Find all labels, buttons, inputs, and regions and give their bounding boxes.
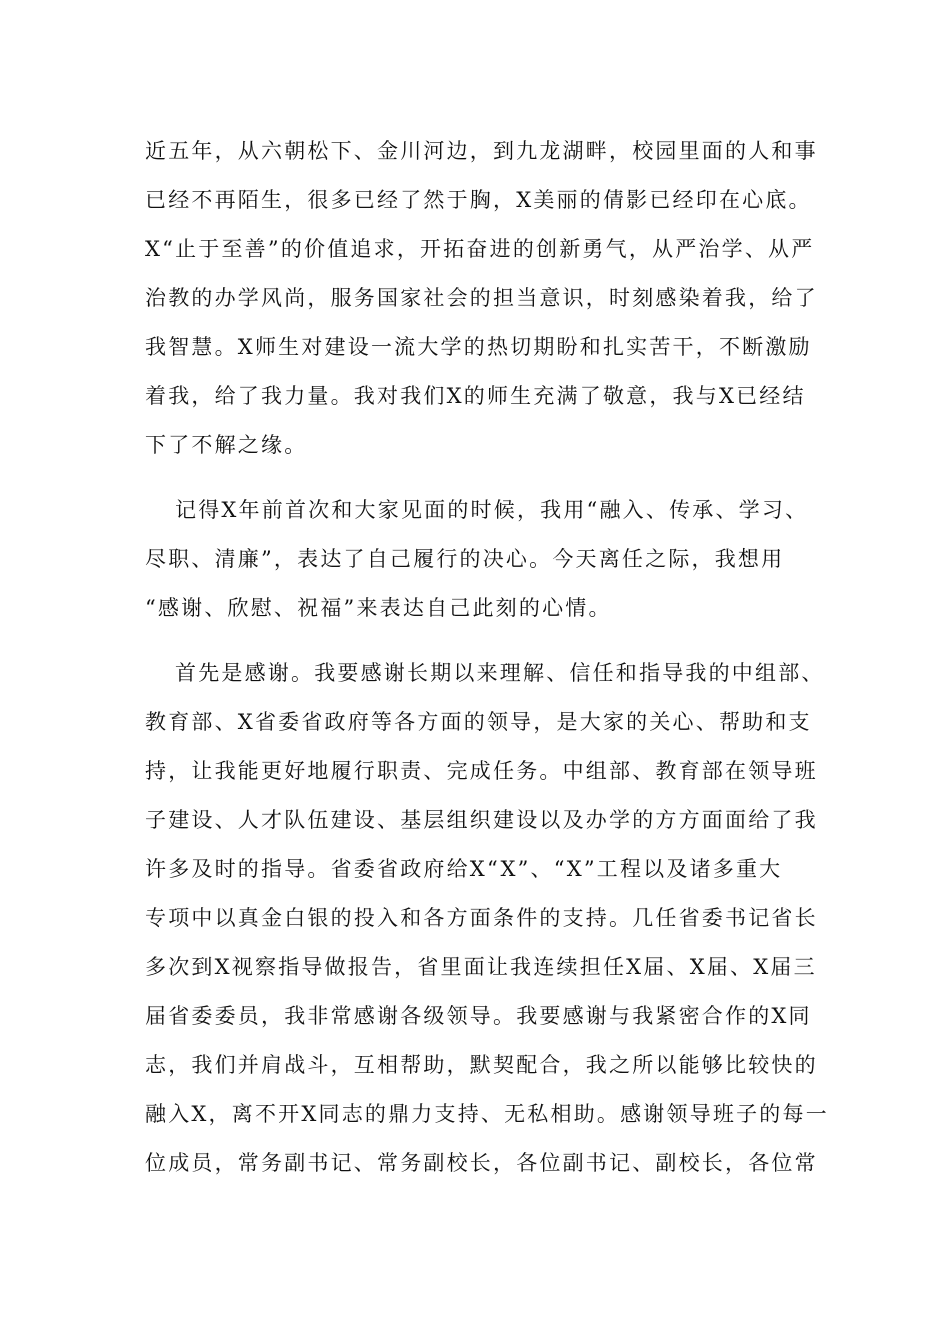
paragraph-line: 许多及时的指导。省委省政府给X“X”、“X”工程以及诸多重大: [145, 857, 783, 881]
paragraph-line: 志，我们并肩战斗，互相帮助，默契配合，我之所以能够比较快的: [145, 1053, 818, 1077]
paragraph-line: 子建设、人才队伍建设、基层组织建设以及办学的方方面面给了我: [145, 808, 818, 832]
paragraph-line: 首先是感谢。我要感谢长期以来理解、信任和指导我的中组部、: [175, 661, 825, 685]
paragraph-3: [145, 649, 829, 1188]
paragraph-line: 已经不再陌生，很多已经了然于胸，X美丽的倩影已经印在心底。: [145, 188, 812, 212]
paragraph-line: “感谢、欣慰、祝福”来表达自己此刻的心情。: [145, 596, 612, 620]
paragraph-line: 位成员，常务副书记、常务副校长，各位副书记、副校长，各位常: [145, 1151, 818, 1175]
paragraph-line: 届省委委员，我非常感谢各级领导。我要感谢与我紧密合作的X同: [145, 1004, 812, 1028]
paragraph-line: 专项中以真金白银的投入和各方面条件的支持。几任省委书记省长: [145, 906, 818, 930]
paragraph-line: 多次到X视察指导做报告，省里面让我连续担任X届、X届、X届三: [145, 955, 817, 979]
paragraph-line: 教育部、X省委省政府等各方面的领导，是大家的关心、帮助和支: [145, 710, 812, 734]
paragraph-line: 治教的办学风尚，服务国家社会的担当意识，时刻感染着我，给了: [145, 286, 818, 310]
paragraph-2: [145, 486, 815, 633]
paragraph-line: 持，让我能更好地履行职责、完成任务。中组部、教育部在领导班: [145, 759, 818, 783]
paragraph-line: 尽职、清廉”，表达了自己履行的决心。今天离任之际，我想用: [145, 547, 785, 571]
paragraph-line: 记得X年前首次和大家见面的时候，我用“融入、传承、学习、: [175, 498, 809, 522]
document-body: [145, 127, 829, 1204]
paragraph-line: 我智慧。X师生对建设一流大学的热切期盼和扎实苦干，不断激励: [145, 335, 812, 359]
paragraph-line: X“止于至善”的价值追求，开拓奋进的创新勇气，从严治学、从严: [145, 237, 815, 261]
paragraph-line: 着我，给了我力量。我对我们X的师生充满了敬意，我与X已经结: [145, 384, 806, 408]
paragraph-line: 融入X，离不开X同志的鼎力支持、无私相助。感谢领导班子的每一: [145, 1102, 829, 1126]
paragraph-line: 近五年，从六朝松下、金川河边，到九龙湖畔，校园里面的人和事: [145, 139, 818, 163]
paragraph-1: [145, 127, 818, 470]
paragraph-line: 下了不解之缘。: [145, 433, 308, 457]
